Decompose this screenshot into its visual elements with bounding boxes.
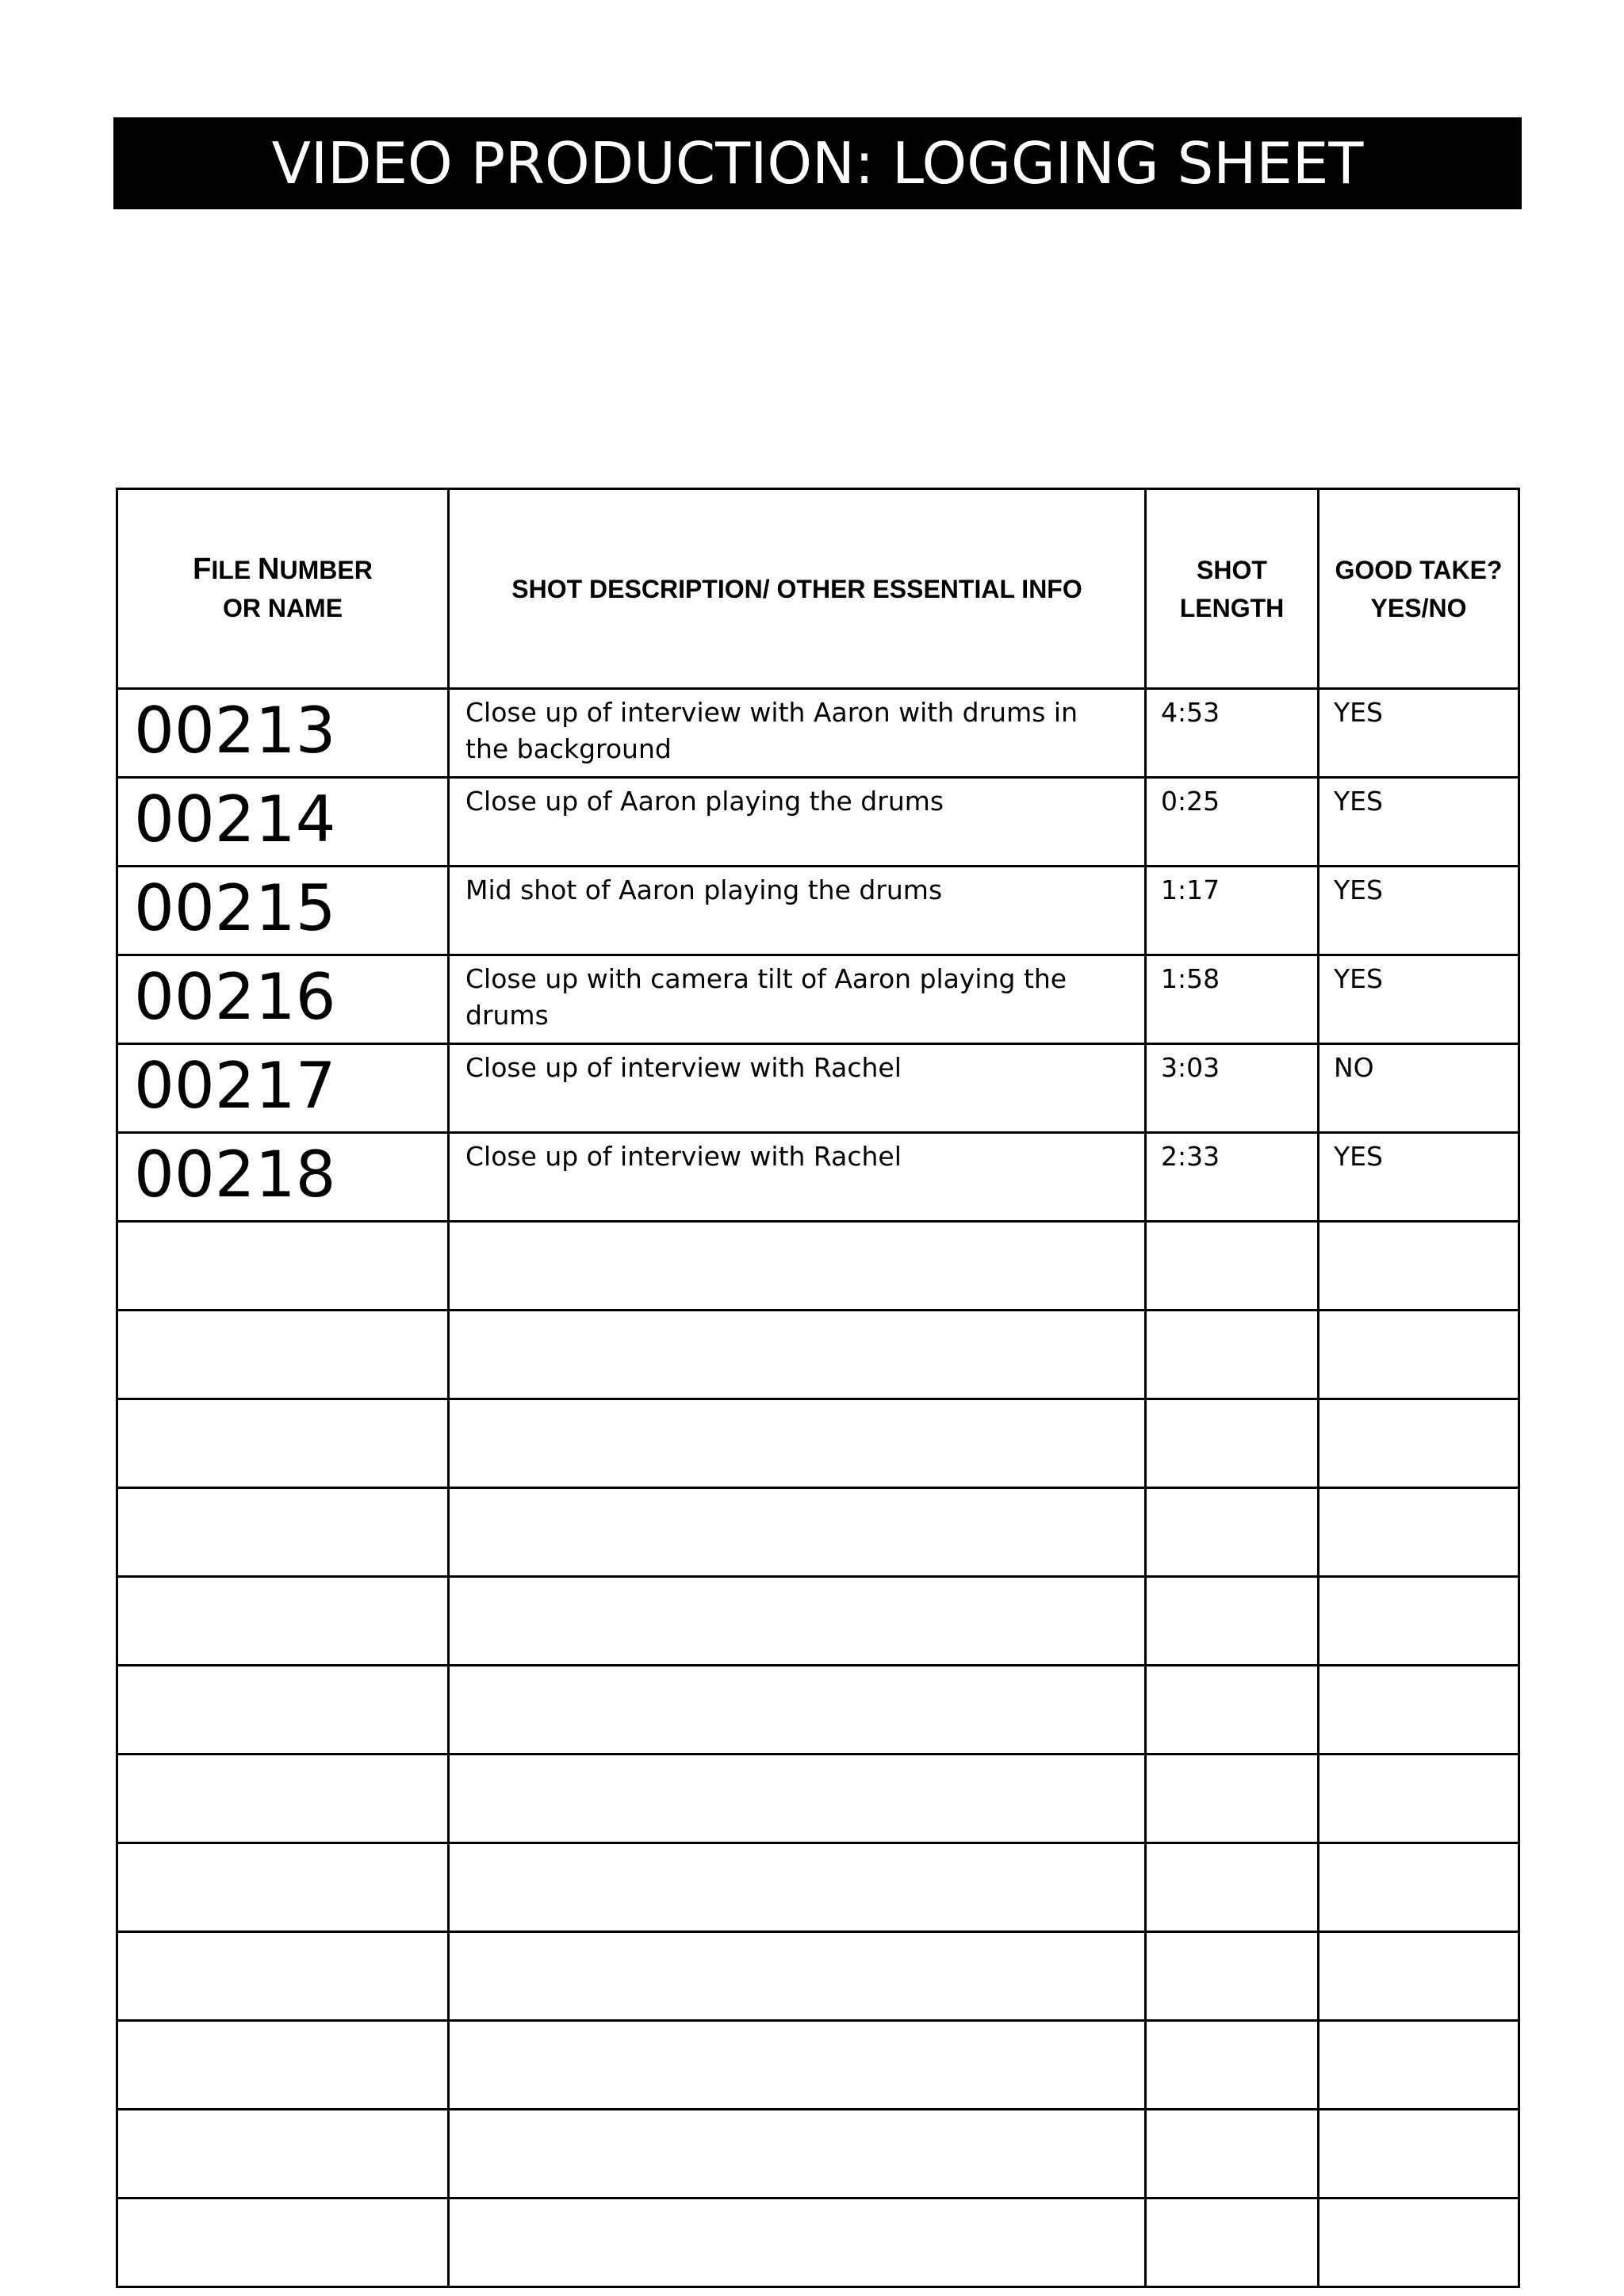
file-cell[interactable] xyxy=(117,1666,449,1755)
table-body xyxy=(117,689,1519,2287)
header-file-label: F xyxy=(193,553,212,586)
length-cell[interactable] xyxy=(1146,1311,1319,1399)
description-cell[interactable]: Close up of interview with Rachel xyxy=(449,1044,1146,1133)
table-row xyxy=(117,1755,1519,1843)
length-cell[interactable]: 1:17 xyxy=(1146,867,1319,955)
good-take-cell[interactable]: YES xyxy=(1319,1133,1519,1222)
length-cell[interactable] xyxy=(1146,1843,1319,1932)
good-take-cell[interactable] xyxy=(1319,2021,1519,2110)
table-row xyxy=(117,2021,1519,2110)
description-cell[interactable] xyxy=(449,2021,1146,2110)
table-row xyxy=(117,2110,1519,2198)
file-cell[interactable]: 00214 xyxy=(117,778,449,867)
header-length: SHOT LENGTH xyxy=(1146,489,1319,689)
length-cell[interactable] xyxy=(1146,1932,1319,2021)
description-cell[interactable] xyxy=(449,1488,1146,1577)
description-cell[interactable] xyxy=(449,1932,1146,2021)
table-row xyxy=(117,1577,1519,1666)
description-cell[interactable] xyxy=(449,2110,1146,2198)
table-row xyxy=(117,778,1519,867)
header-file-label-3: N xyxy=(258,553,280,586)
good-take-cell[interactable] xyxy=(1319,1577,1519,1666)
file-cell[interactable]: 00213 xyxy=(117,689,449,778)
description-cell[interactable] xyxy=(449,1843,1146,1932)
good-take-cell[interactable] xyxy=(1319,1399,1519,1488)
length-cell[interactable] xyxy=(1146,1577,1319,1666)
table-row xyxy=(117,1488,1519,1577)
good-take-cell[interactable] xyxy=(1319,2110,1519,2198)
file-cell[interactable] xyxy=(117,2198,449,2287)
good-take-cell[interactable] xyxy=(1319,1488,1519,1577)
header-good: GOOD TAKE? YES/NO xyxy=(1319,489,1519,689)
good-take-cell[interactable] xyxy=(1319,1222,1519,1311)
good-take-cell[interactable] xyxy=(1319,1843,1519,1932)
length-cell[interactable]: 2:33 xyxy=(1146,1133,1319,1222)
table-row xyxy=(117,1666,1519,1755)
length-cell[interactable] xyxy=(1146,2021,1319,2110)
length-cell[interactable] xyxy=(1146,1222,1319,1311)
header-row xyxy=(117,489,1519,689)
length-cell[interactable]: 1:58 xyxy=(1146,955,1319,1044)
good-take-cell[interactable]: YES xyxy=(1319,955,1519,1044)
header-file xyxy=(117,489,449,689)
description-cell[interactable]: Close up with camera tilt of Aaron playing the drums xyxy=(449,955,1146,1044)
header-desc: SHOT DESCRIPTION/ OTHER ESSENTIAL INFO xyxy=(449,489,1146,689)
description-cell[interactable] xyxy=(449,1577,1146,1666)
header-file-label-4: UMBER xyxy=(279,556,373,584)
file-cell[interactable] xyxy=(117,1843,449,1932)
length-cell[interactable] xyxy=(1146,1755,1319,1843)
file-cell[interactable] xyxy=(117,1577,449,1666)
good-take-cell[interactable]: YES xyxy=(1319,778,1519,867)
table-row xyxy=(117,1932,1519,2021)
description-cell[interactable] xyxy=(449,1222,1146,1311)
file-cell[interactable] xyxy=(117,1399,449,1488)
length-cell[interactable] xyxy=(1146,1488,1319,1577)
good-take-cell[interactable]: NO xyxy=(1319,1044,1519,1133)
file-cell[interactable] xyxy=(117,1222,449,1311)
length-cell[interactable] xyxy=(1146,2110,1319,2198)
length-cell[interactable] xyxy=(1146,2198,1319,2287)
table-row xyxy=(117,2198,1519,2287)
page-title: VIDEO PRODUCTION: LOGGING SHEET xyxy=(271,130,1364,197)
good-take-cell[interactable] xyxy=(1319,1755,1519,1843)
description-cell[interactable]: Mid shot of Aaron playing the drums xyxy=(449,867,1146,955)
good-take-cell[interactable] xyxy=(1319,2198,1519,2287)
length-cell[interactable]: 4:53 xyxy=(1146,689,1319,778)
description-cell[interactable] xyxy=(449,1666,1146,1755)
description-cell[interactable] xyxy=(449,1755,1146,1843)
length-cell[interactable] xyxy=(1146,1666,1319,1755)
length-cell[interactable]: 3:03 xyxy=(1146,1044,1319,1133)
description-cell[interactable] xyxy=(449,1311,1146,1399)
good-take-cell[interactable] xyxy=(1319,1666,1519,1755)
good-take-cell[interactable]: YES xyxy=(1319,867,1519,955)
header-file-label-2: ILE xyxy=(211,556,259,584)
description-cell[interactable]: Close up of Aaron playing the drums xyxy=(449,778,1146,867)
table-row xyxy=(117,955,1519,1044)
file-cell[interactable] xyxy=(117,1932,449,2021)
description-cell[interactable] xyxy=(449,1399,1146,1488)
table-row xyxy=(117,689,1519,778)
good-take-cell[interactable]: YES xyxy=(1319,689,1519,778)
description-cell[interactable]: Close up of interview with Aaron with drums in the background xyxy=(449,689,1146,778)
table-row xyxy=(117,1843,1519,1932)
table-row xyxy=(117,1311,1519,1399)
length-cell[interactable] xyxy=(1146,1399,1319,1488)
table-row xyxy=(117,1399,1519,1488)
good-take-cell[interactable] xyxy=(1319,1932,1519,2021)
table-row xyxy=(117,1133,1519,1222)
file-cell[interactable]: 00218 xyxy=(117,1133,449,1222)
file-cell[interactable]: 00217 xyxy=(117,1044,449,1133)
table-row xyxy=(117,1222,1519,1311)
file-cell[interactable] xyxy=(117,1488,449,1577)
table-row xyxy=(117,867,1519,955)
header-file-label-5: OR NAME xyxy=(222,594,343,622)
file-cell[interactable] xyxy=(117,2110,449,2198)
table-row xyxy=(117,1044,1519,1133)
length-cell[interactable]: 0:25 xyxy=(1146,778,1319,867)
logging-table xyxy=(116,488,1520,2288)
file-cell[interactable] xyxy=(117,1311,449,1399)
description-cell[interactable]: Close up of interview with Rachel xyxy=(449,1133,1146,1222)
description-cell[interactable] xyxy=(449,2198,1146,2287)
file-cell[interactable] xyxy=(117,1755,449,1843)
title-bar xyxy=(113,117,1522,209)
file-cell[interactable] xyxy=(117,2021,449,2110)
file-cell[interactable]: 00215 xyxy=(117,867,449,955)
good-take-cell[interactable] xyxy=(1319,1311,1519,1399)
file-cell[interactable]: 00216 xyxy=(117,955,449,1044)
